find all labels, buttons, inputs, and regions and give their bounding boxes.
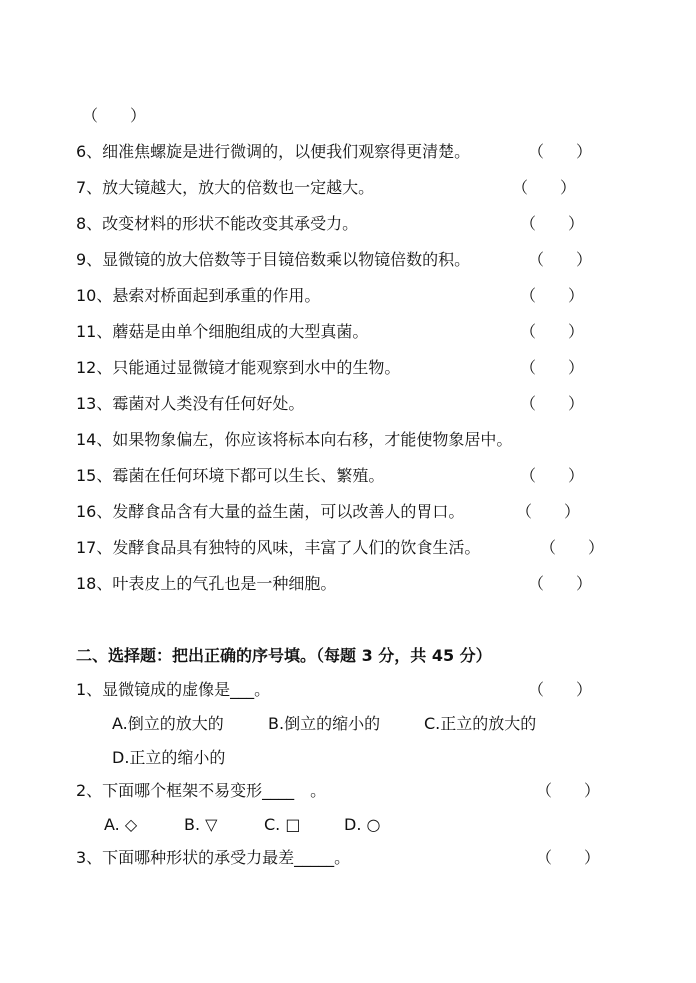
answer-paren: （ ） [528, 574, 593, 593]
answer-paren: （ ） [536, 781, 601, 800]
answer-paren: （ ） [520, 466, 585, 485]
question-item-13: 13、霉菌对人类没有任何好处。 [76, 394, 305, 413]
question-item-14: 14、如果物象偏左，你应该将标本向右移，才能使物象居中。 [76, 430, 513, 449]
option-a: A.倒立的放大的 [112, 714, 224, 733]
option-d: D. ○ [344, 815, 381, 834]
option-b: B. ▽ [184, 815, 218, 834]
option-c: C.正立的放大的 [424, 714, 537, 733]
answer-paren: （ ） [516, 502, 581, 521]
answer-paren: （ ） [520, 214, 585, 233]
choice-question-1: 1、显微镜成的虚像是___。 [76, 680, 271, 699]
answer-paren: （ ） [512, 178, 577, 197]
answer-paren: （ ） [520, 358, 585, 377]
option-d: D.正立的缩小的 [112, 748, 226, 767]
question-item-11: 11、蘑菇是由单个细胞组成的大型真菌。 [76, 322, 369, 341]
question-item-10: 10、悬索对桥面起到承重的作用。 [76, 286, 321, 305]
question-item-16: 16、发酵食品含有大量的益生菌，可以改善人的胃口。 [76, 502, 465, 521]
question-item-12: 12、只能通过显微镜才能观察到水中的生物。 [76, 358, 401, 377]
question-item-18: 18、叶表皮上的气孔也是一种细胞。 [76, 574, 337, 593]
choice-question-3: 3、下面哪种形状的承受力最差_____。 [76, 848, 351, 867]
section-heading: 二、选择题：把出正确的序号填。（每题 3 分，共 45 分） [76, 646, 492, 665]
question-item-15: 15、霉菌在任何环境下都可以生长、繁殖。 [76, 466, 385, 485]
question-item-7: 7、放大镜越大，放大的倍数也一定越大。 [76, 178, 375, 197]
answer-paren: （ ） [528, 250, 593, 269]
answer-paren: （ ） [82, 106, 147, 125]
answer-paren: （ ） [520, 286, 585, 305]
choice-question-2: 2、下面哪个框架不易变形____ 。 [76, 781, 327, 800]
answer-paren: （ ） [528, 142, 593, 161]
question-item-9: 9、显微镜的放大倍数等于目镜倍数乘以物镜倍数的积。 [76, 250, 471, 269]
question-item-8: 8、改变材料的形状不能改变其承受力。 [76, 214, 359, 233]
answer-paren: （ ） [520, 322, 585, 341]
answer-paren: （ ） [536, 848, 601, 867]
question-item-17: 17、发酵食品具有独特的风味，丰富了人们的饮食生活。 [76, 538, 481, 557]
option-a: A. ◇ [104, 815, 138, 834]
answer-paren: （ ） [528, 680, 593, 699]
option-c: C. □ [264, 815, 301, 834]
question-item-6: 6、细准焦螺旋是进行微调的，以便我们观察得更清楚。 [76, 142, 471, 161]
answer-paren: （ ） [540, 538, 605, 557]
option-b: B.倒立的缩小的 [268, 714, 381, 733]
answer-paren: （ ） [520, 394, 585, 413]
